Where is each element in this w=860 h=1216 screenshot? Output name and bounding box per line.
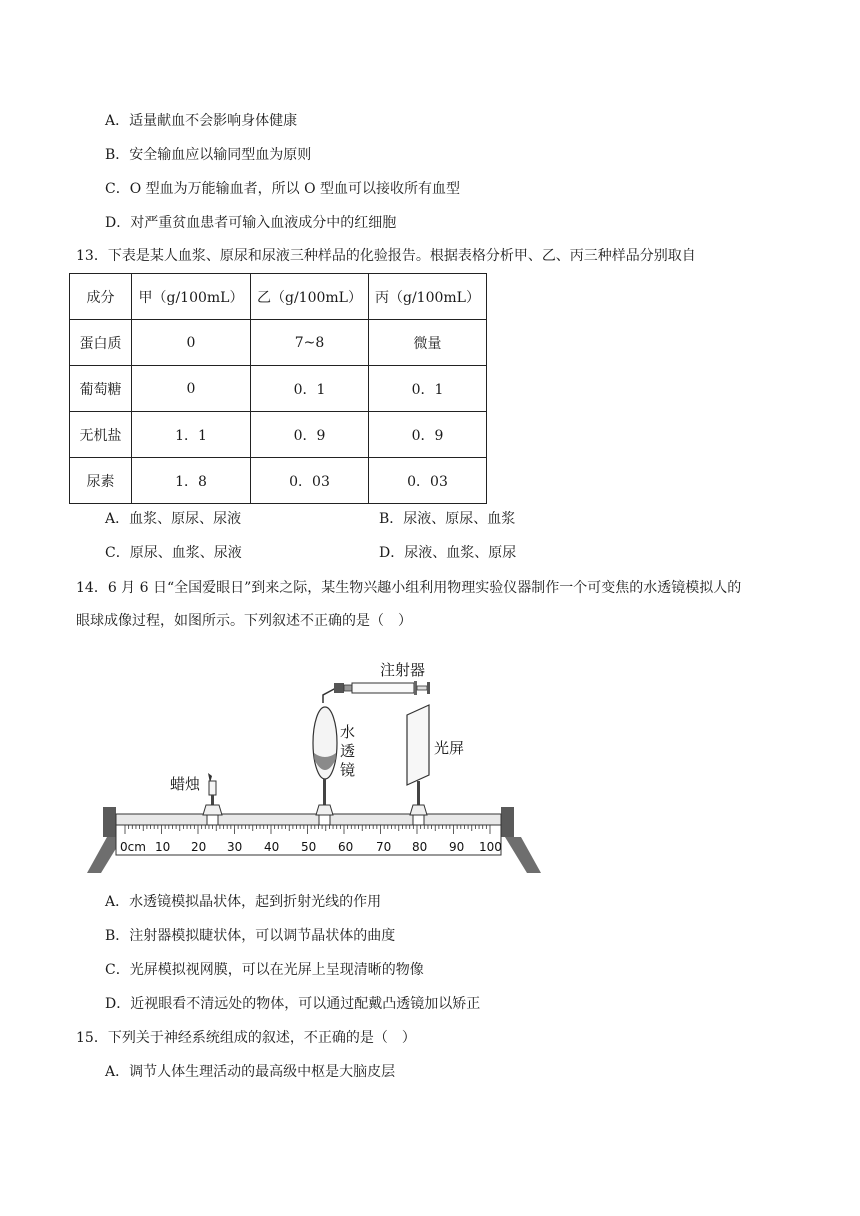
syringe-flange [414,681,417,695]
table-header-row [70,274,487,320]
syringe-label: 注射器 [380,661,426,679]
table-cell: 0．9 [369,412,487,458]
screen-slider [413,815,424,825]
candle-stand-rod [211,795,214,805]
syringe-barrel [352,683,414,693]
q14-option-a: A．水透镜模拟晶状体，起到折射光线的作用 [105,894,382,910]
table-header-cell: 甲（g/100mL） [132,274,251,320]
screen-assembly [407,705,429,825]
table-cell: 0．9 [251,412,369,458]
bench-right-cap [501,807,514,837]
table-row [70,412,487,458]
candle-label: 蜡烛 [170,775,201,793]
table-row [70,320,487,366]
q12-option-d: D．对严重贫血患者可输入血液成分中的红细胞 [105,215,397,231]
syringe-plunger [417,686,427,690]
table-cell: 无机盐 [70,412,132,458]
ruler-label-90: 90 [449,840,465,854]
ruler-label-40: 40 [264,840,280,854]
table-cell: 0．1 [369,366,487,412]
lens-slider [319,815,330,825]
lens-label-char-2: 透 [340,742,356,760]
syringe-tip [344,685,352,691]
table-cell: 尿素 [70,458,132,504]
ruler-label-0: 0cm [120,840,146,854]
q13-stem: 13．下表是某人血浆、原尿和尿液三种样品的化验报告。根据表格分析甲、乙、丙三种样品分别取自 [76,248,696,264]
table-cell: 0 [132,320,251,366]
q14-stem-line1: 14．6 月 6 日“全国爱眼日”到来之际，某生物兴趣小组利用物理实验仪器制作一个可变焦的水透镜模拟人的 [76,580,742,596]
q13-option-b: B．尿液、原尿、血浆 [379,511,516,527]
table-header-cell: 成分 [70,274,132,320]
q14-option-c: C．光屏模拟视网膜，可以在光屏上呈现清晰的物像 [105,962,424,978]
syringe-connector [334,683,344,693]
table-cell: 0．03 [251,458,369,504]
lens-label-char-3: 镜 [340,761,356,779]
ruler-label-20: 20 [191,840,207,854]
candle-slider [207,815,218,825]
table-cell: 1．8 [132,458,251,504]
screen-stand-rod [417,781,420,805]
table-cell: 1．1 [132,412,251,458]
screen-label: 光屏 [434,739,465,757]
table-cell: 0．03 [369,458,487,504]
lens-holder [316,805,333,815]
q13-option-c: C．原尿、血浆、尿液 [105,545,242,561]
bench-right-leg [505,837,541,873]
candle-holder [203,805,222,815]
table-cell: 0 [132,366,251,412]
water-lens-assembly [313,688,337,825]
ruler-label-10: 10 [155,840,171,854]
light-screen [407,705,429,785]
q13-option-d: D．尿液、血浆、原尿 [379,545,517,561]
q14-option-b: B．注射器模拟睫状体，可以调节晶状体的曲度 [105,928,396,944]
table-row [70,458,487,504]
table-row [70,366,487,412]
q15-option-a: A．调节人体生理活动的最高级中枢是大脑皮层 [105,1064,396,1080]
ruler-label-50: 50 [301,840,317,854]
ruler-label-80: 80 [412,840,428,854]
q14-stem-line2: 眼球成像过程，如图所示。下列叙述不正确的是（ ） [76,613,412,629]
screen-holder [410,805,427,815]
ruler-label-70: 70 [376,840,392,854]
table-cell: 7~8 [251,320,369,366]
table-cell: 葡萄糖 [70,366,132,412]
table-header-cell: 丙（g/100mL） [369,274,487,320]
q13-table [69,273,487,504]
syringe-assembly [334,681,430,695]
q12-option-b: B．安全输血应以输同型血为原则 [105,147,312,163]
lens-label-char-1: 水 [340,723,356,741]
optical-bench-figure [85,655,545,875]
q13-option-a: A．血浆、原尿、尿液 [105,511,242,527]
table-cell: 微量 [369,320,487,366]
table-cell: 蛋白质 [70,320,132,366]
table-cell: 0．1 [251,366,369,412]
ruler-label-60: 60 [338,840,354,854]
q15-stem: 15．下列关于神经系统组成的叙述，不正确的是（ ） [76,1030,416,1046]
syringe-plunger-end [427,682,430,694]
q12-option-c: C．O 型血为万能输血者，所以 O 型血可以接收所有血型 [105,181,461,197]
bench-rail [116,814,501,825]
ruler-label-100: 100 [479,840,502,854]
ruler-label-30: 30 [227,840,243,854]
candle-body [209,781,216,795]
q12-option-a: A．适量献血不会影响身体健康 [105,113,298,129]
lens-stand-rod [323,779,326,805]
q14-option-d: D．近视眼看不清远处的物体，可以通过配戴凸透镜加以矫正 [105,996,481,1012]
bench-left-cap [103,807,116,837]
table-header-cell: 乙（g/100mL） [251,274,369,320]
